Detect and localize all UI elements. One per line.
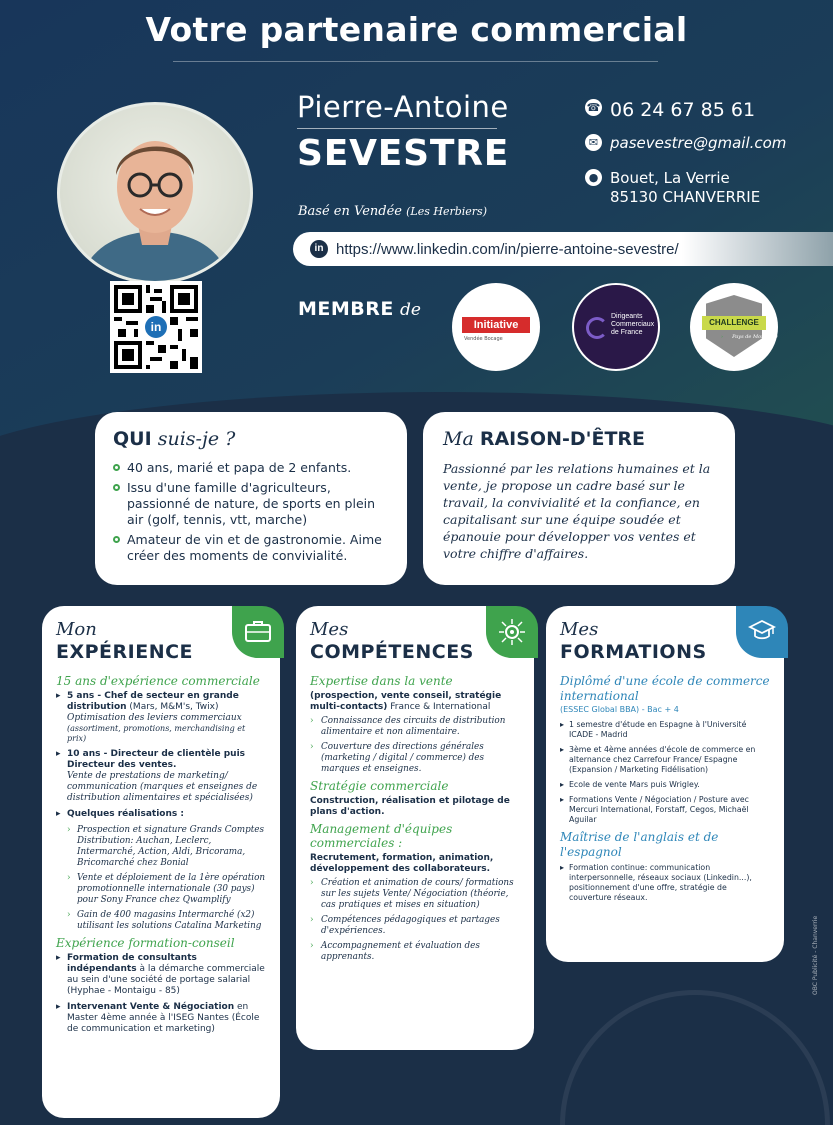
formation-item: ▸ Ecole de vente Mars puis Wrigley.: [560, 780, 770, 790]
dcf-logo: Dirigeants Commerciaux de France: [572, 283, 660, 371]
experience-item: ▸ Formation de consultants indépendants à la démarche commerciale au sein d'une société de portage salarial (Hyphae - Montaigu - 85): [56, 953, 266, 997]
formations-degree: (ESSEC Global BBA) - Bac + 4: [560, 705, 679, 714]
competences-heading: COMPÉTENCES: [310, 641, 474, 663]
achievement-item: › Prospection et signature Grands Comptes Distribution: Auchan, Leclerc, Intermarché, Action, Aldi, Bricorama, Bricomarché chez Bonial: [56, 825, 266, 869]
competences-text: Construction, réalisation et pilotage de plans d'action.: [310, 796, 510, 817]
formation-item: ▸ Formations Vente / Négociation / Posture avec Mercuri International, Forstaff, Cegos, Michaël Aguilar: [560, 795, 770, 825]
name-divider: [297, 128, 497, 129]
last-name: SEVESTRE: [297, 133, 510, 174]
profile-photo: [57, 102, 253, 284]
linkedin-icon: in: [145, 316, 167, 338]
competences-section-3: Management d'équipes commerciales :: [310, 822, 453, 850]
list-item: Issu d'une famille d'agriculteurs, passionné de nature, de sports en plein air (golf, tennis, vtt, marche): [113, 480, 391, 528]
experience-section-1: 15 ans d'expérience commerciale: [56, 674, 260, 688]
formations-heading-pre: Mes: [560, 619, 599, 640]
email-address: pasevestre@gmail.com: [610, 134, 787, 152]
formations-section-2: Maîtrise de l'anglais et de l'espagnol: [560, 830, 719, 859]
competence-item: › Création et animation de cours/ formations sur les sujets Vente/ Négociation (théorie, cas pratiques et mises en situation): [310, 878, 520, 911]
competence-item: › Couverture des directions générales (marketing / digital / commerce) des marques et enseignes.: [310, 742, 520, 775]
list-item: 40 ans, marié et papa de 2 enfants.: [113, 460, 391, 476]
raison-text: Passionné par les relations humaines et la vente, je propose un cadre basé sur le travail, la convivialité et la confiance, en capitalisant sur une équipe soudée et épanouie pour développer vos ventes et votre chiffre d'affaires.: [443, 461, 711, 561]
credit-text: OBC Publicité - Chanverrie: [812, 915, 819, 995]
page-title: Votre partenaire commercial: [145, 10, 688, 49]
first-name: Pierre-Antoine: [297, 90, 509, 124]
phone-contact[interactable]: [585, 99, 755, 121]
email-icon: ✉: [585, 134, 602, 151]
experience-section-2: Expérience formation-conseil: [56, 936, 235, 950]
linkedin-qr-code[interactable]: [110, 281, 202, 373]
competences-heading-pre: Mes: [310, 619, 349, 640]
qui-list: [113, 460, 391, 564]
formations-heading: FORMATIONS: [560, 641, 707, 663]
linkedin-url: https://www.linkedin.com/in/pierre-antoine-sevestre/: [336, 240, 679, 258]
competence-item: › Accompagnement et évaluation des apprenants.: [310, 941, 520, 963]
initiative-logo: Initiative Vendée Bocage: [452, 283, 540, 371]
address-text: Bouet, La Verrie 85130 CHANVERRIE: [610, 169, 761, 206]
formation-item: ▸ 3ème et 4ème années d'école de commerce en alternance chez Carrefour France/ Espagne (Expansion / Marketing Fidélisation): [560, 745, 770, 775]
experience-item: ▸ 10 ans - Directeur de clientèle puis Directeur des ventes. Vente de prestations de marketing/ communication (marques et enseignes de distribution alimentaires et spécialisées): [56, 749, 266, 804]
raison-heading: Ma RAISON-D'ÊTRE: [443, 428, 646, 450]
briefcase-icon: [232, 606, 284, 658]
raison-card: [423, 412, 735, 585]
linkedin-link[interactable]: [293, 232, 833, 266]
competence-item: › Compétences pédagogiques et partages d'expériences.: [310, 915, 520, 937]
address-contact: [585, 169, 760, 207]
title-divider: [173, 61, 658, 62]
linkedin-icon: in: [310, 240, 328, 258]
experience-item: ▸ Quelques réalisations :: [56, 809, 266, 820]
qui-card: [95, 412, 407, 585]
formations-card: [546, 606, 784, 962]
achievement-item: › Gain de 400 magasins Intermarché (x2) utilisant les solutions Catalina Marketing: [56, 910, 266, 932]
experience-item: ▸ 5 ans - Chef de secteur en grande distribution (Mars, M&M's, Twix) Optimisation des leviers commerciaux (assortiment, promotions, merchandising et prix): [56, 691, 266, 744]
challenge-logo: CHALLENGE › Pays de Mortagne: [690, 283, 778, 371]
graduation-cap-icon: [736, 606, 788, 658]
email-contact[interactable]: [585, 134, 786, 152]
formation-item: ▸ Formation continue: communication interpersonnelle, réseaux sociaux (Linkedin...), positionnement d'une offre, stratégie de couverture réseaux.: [560, 863, 770, 903]
location-text: Basé en Vendée (Les Herbiers): [298, 204, 487, 219]
experience-item: ▸ Intervenant Vente & Négociation en Master 4ème année à l'ISEG Nantes (École de communication et marketing): [56, 1002, 266, 1035]
achievement-item: › Vente et déploiement de la 1ère opération promotionnelle internationale (30 pays) pour Sony France chez Qwamplify: [56, 873, 266, 906]
phone-icon: ☎: [586, 101, 601, 114]
competence-item: › Connaissance des circuits de distribution alimentaire et non alimentaire.: [310, 716, 520, 738]
experience-card: [42, 606, 280, 1118]
experience-heading: EXPÉRIENCE: [56, 641, 194, 663]
formations-section-1: Diplômé d'une école de commerce international: [560, 674, 770, 703]
competences-section-2: Stratégie commerciale: [310, 779, 449, 793]
location-pin-icon: ●: [585, 169, 602, 186]
qui-heading: QUI suis-je ?: [113, 428, 236, 450]
competences-text: (prospection, vente conseil, stratégie multi-contacts) France & International: [310, 691, 502, 712]
phone-number: 06 24 67 85 61: [610, 99, 756, 121]
network-gear-icon: [486, 606, 538, 658]
formation-item: ▸ 1 semestre d'étude en Espagne à l'Université ICADE - Madrid: [560, 720, 770, 740]
competences-section-1: Expertise dans la vente: [310, 674, 453, 688]
competences-card: [296, 606, 534, 1050]
membre-label: MEMBRE de: [298, 298, 421, 320]
experience-heading-pre: Mon: [56, 619, 97, 640]
list-item: Amateur de vin et de gastronomie. Aime créer des moments de convivialité.: [113, 532, 391, 564]
competences-text: Recrutement, formation, animation, développement des collaborateurs.: [310, 853, 494, 874]
